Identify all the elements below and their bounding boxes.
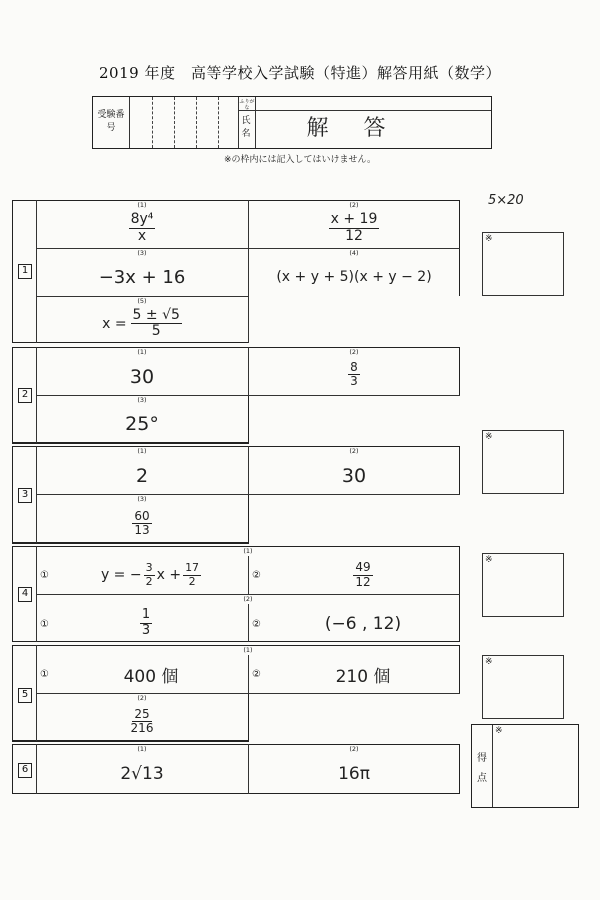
q3-1-label: (1) [137,447,147,455]
q3-1-answer[interactable]: 2 [135,464,149,487]
q4-2-sub1-marker: ① [40,619,49,630]
grader-box-4: ※ [482,655,564,719]
q3-2-label: (2) [349,447,359,455]
notice-text: ※の枠内には記入してはいけません。 [223,155,377,165]
grader-box-3: ※ [482,553,564,617]
q5-1-sub2-marker: ② [252,669,261,680]
grader-box-1: ※ [482,232,564,296]
q1-5-answer[interactable]: x = $\frac{5 \pm √5}{5}$ [102,306,180,339]
q1-1-label: (1) [137,201,147,209]
q1-3-answer[interactable]: −3x + 16 [98,266,186,288]
q5-1-label: (1) [243,646,253,654]
q6-2-label: (2) [349,745,359,753]
q6-1-label: (1) [137,745,147,753]
name-value[interactable]: 解 答 [306,116,400,141]
q2-2-answer[interactable]: $\frac{8}{3}$ [350,359,358,388]
q4-1-sub2-marker: ② [252,570,261,581]
q6-2-answer[interactable]: 16π [338,763,370,784]
q5-1-sub1-answer[interactable]: 400 個 [123,667,179,687]
q1-5-label: (5) [137,297,147,305]
score-box: 得点 ※ [471,724,579,808]
question-1-number: 1 [18,264,32,279]
q4-2-sub2-answer[interactable]: (−6 , 12) [324,614,402,634]
q1-4-label: (4) [349,249,359,257]
question-2-number: 2 [18,388,32,403]
q5-1-sub1-marker: ① [40,669,49,680]
q1-2-label: (2) [349,201,359,209]
question-6-number: 6 [18,763,32,778]
question-3-number: 3 [18,488,32,503]
q2-1-answer[interactable]: 30 [129,365,155,388]
q2-1-label: (1) [137,348,147,356]
name-label: 氏名 [241,116,251,139]
q1-4-answer[interactable]: (x + y + 5)(x + y − 2) [276,269,432,285]
q3-3-answer[interactable]: $\frac{60}{13}$ [134,508,150,537]
q5-2-label: (2) [137,694,147,702]
candidate-info-table [92,96,492,149]
q5-2-answer[interactable]: $\frac{25}{216}$ [130,706,154,735]
q2-2-label: (2) [349,348,359,356]
q2-3-answer[interactable]: 25° [125,413,159,435]
q4-2-label: (2) [243,595,253,603]
exam-number-label: 受験番号 [97,110,125,133]
page-title: 2019 年度 高等学校入学試験（特進）解答用紙（数学） [99,64,501,82]
q4-2-sub1-answer[interactable]: $\frac{1}{3}$ [141,607,151,638]
q4-1-sub1-answer[interactable]: y = − $\frac{3}{2}$ x + $\frac{17}{2}$ [100,561,200,588]
q6-1-answer[interactable]: 2√13 [120,763,164,784]
q3-2-answer[interactable]: 30 [341,464,367,487]
exam-number-field[interactable] [130,97,238,148]
q3-3-label: (3) [137,495,147,503]
question-5-number: 5 [18,688,32,703]
q4-1-sub1-marker: ① [40,570,49,581]
q1-1-answer[interactable]: $\frac{\text{8y⁴}}{x}$ [130,211,154,244]
q1-2-answer[interactable]: $\frac{x + 19}{12}$ [330,211,378,244]
corner-note: 5×20 [488,193,524,208]
grader-box-2: ※ [482,430,564,494]
q4-1-label: (1) [243,547,253,555]
q2-3-label: (3) [137,396,147,404]
score-label: 得点 [477,753,487,784]
furigana-label: ふりがな [239,99,255,111]
q5-1-sub2-answer[interactable]: 210 個 [335,667,391,687]
q4-1-sub2-answer[interactable]: $\frac{49}{12}$ [355,560,371,589]
q4-2-sub2-marker: ② [252,619,261,630]
q1-3-label: (3) [137,249,147,257]
question-4-number: 4 [18,587,32,602]
